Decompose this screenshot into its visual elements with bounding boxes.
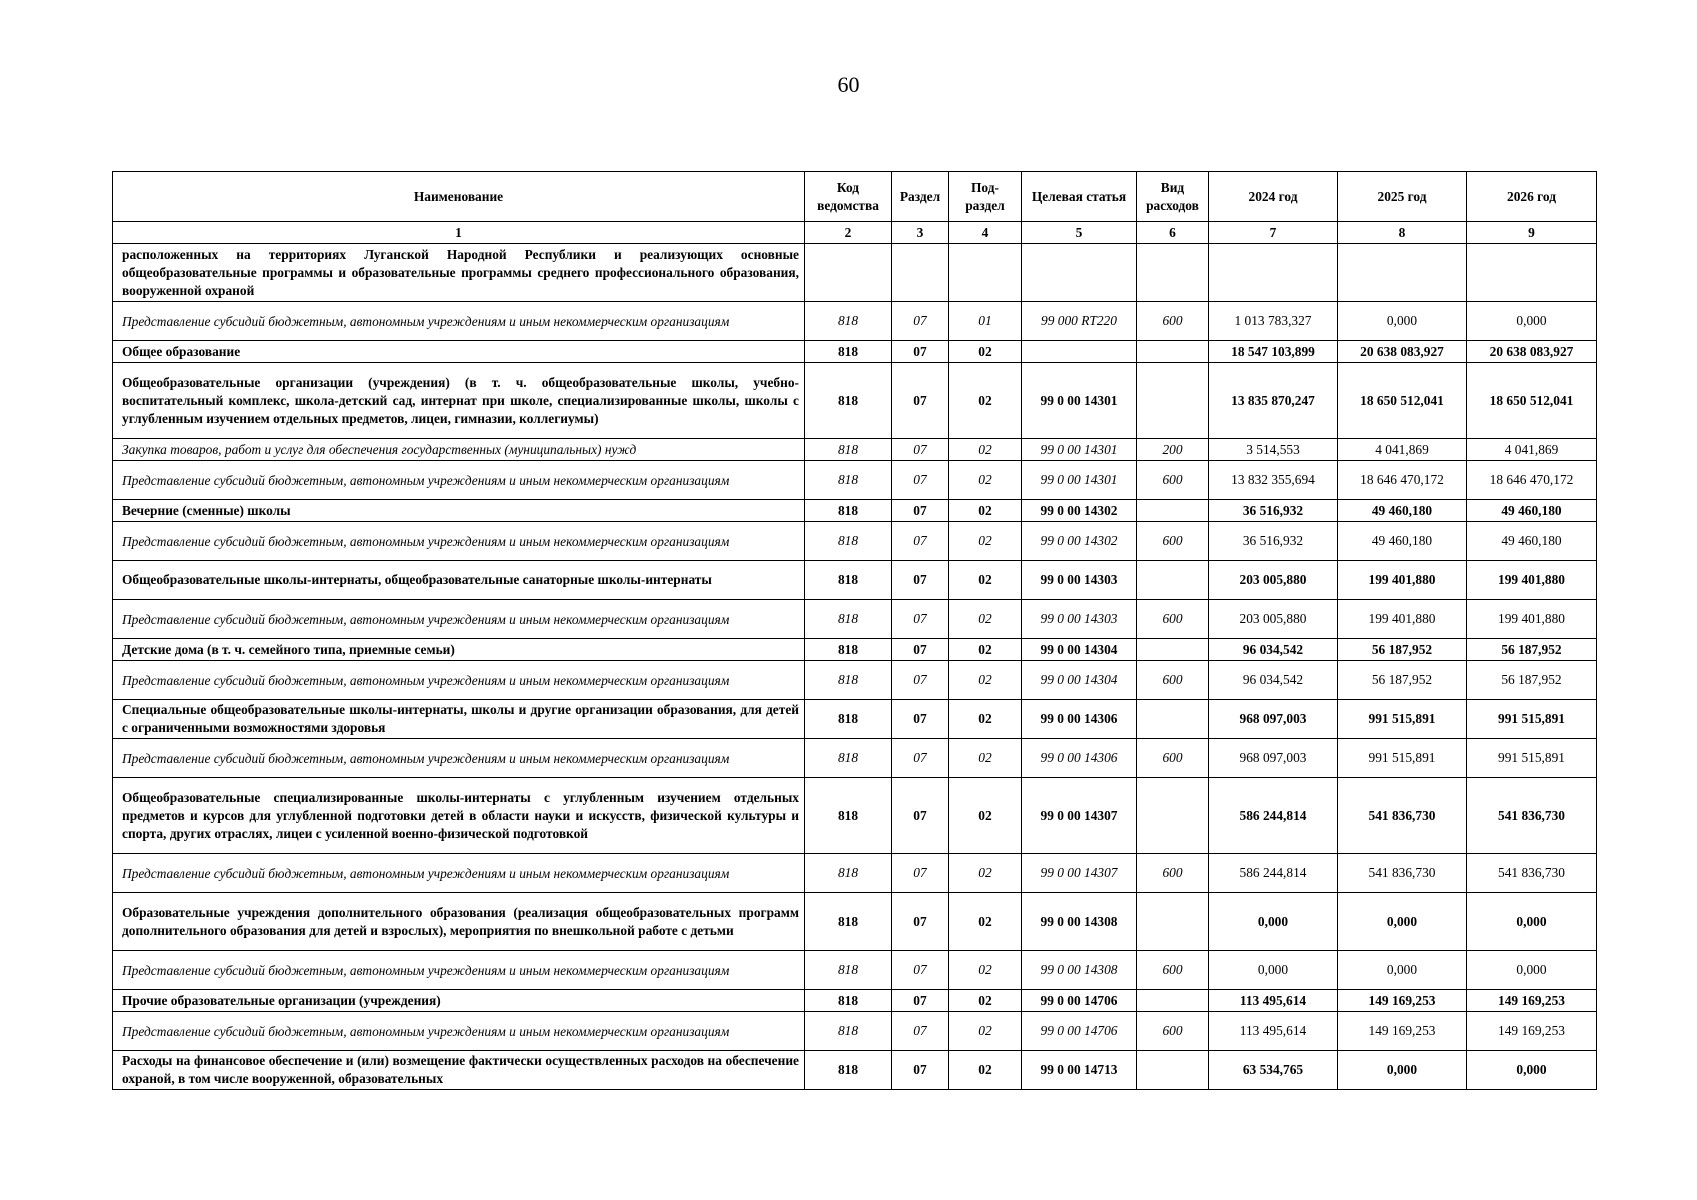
- cell-y2026: 49 460,180: [1467, 522, 1597, 561]
- col-header-dept: Код ведомства: [805, 172, 892, 222]
- cell-kind: [1137, 778, 1209, 854]
- cell-y2025: 541 836,730: [1338, 778, 1467, 854]
- cell-y2026: 991 515,891: [1467, 739, 1597, 778]
- table-row: [113, 639, 1597, 661]
- cell-y2024: 13 835 870,247: [1209, 363, 1338, 439]
- cell-dept: 818: [805, 600, 892, 639]
- cell-kind: 600: [1137, 522, 1209, 561]
- cell-kind: 600: [1137, 461, 1209, 500]
- col-header-2026: 2026 год: [1467, 172, 1597, 222]
- cell-subsection: 02: [949, 461, 1022, 500]
- cell-target: 99 0 00 14306: [1022, 700, 1137, 739]
- cell-subsection: 02: [949, 522, 1022, 561]
- cell-section: 07: [892, 561, 949, 600]
- table-row: [113, 363, 1597, 439]
- cell-section: 07: [892, 893, 949, 951]
- cell-kind: 600: [1137, 739, 1209, 778]
- cell-dept: 818: [805, 854, 892, 893]
- cell-kind: [1137, 1051, 1209, 1090]
- cell-y2024: 0,000: [1209, 951, 1338, 990]
- cell-y2025: [1338, 244, 1467, 302]
- cell-section: 07: [892, 500, 949, 522]
- cell-section: 07: [892, 1051, 949, 1090]
- cell-subsection: 02: [949, 1051, 1022, 1090]
- cell-kind: [1137, 639, 1209, 661]
- cell-kind: [1137, 893, 1209, 951]
- cell-target: 99 0 00 14303: [1022, 561, 1137, 600]
- cell-y2026: 0,000: [1467, 951, 1597, 990]
- cell-y2024: 113 495,614: [1209, 1012, 1338, 1051]
- cell-dept: 818: [805, 639, 892, 661]
- cell-y2026: 0,000: [1467, 1051, 1597, 1090]
- cell-dept: 818: [805, 302, 892, 341]
- page-number: 60: [837, 72, 860, 97]
- cell-name: Общеобразовательные школы-интернаты, общеобразовательные санаторные школы-интернаты: [113, 561, 805, 600]
- cell-dept: 818: [805, 561, 892, 600]
- cell-target: [1022, 341, 1137, 363]
- cell-kind: 600: [1137, 302, 1209, 341]
- cell-y2024: 63 534,765: [1209, 1051, 1338, 1090]
- cell-subsection: 02: [949, 363, 1022, 439]
- cell-name: Представление субсидий бюджетным, автономным учреждениям и иным некоммерческим организациям: [113, 302, 805, 341]
- cell-name: Представление субсидий бюджетным, автономным учреждениям и иным некоммерческим организациям: [113, 1012, 805, 1051]
- column-number-row: [113, 222, 1597, 244]
- cell-section: 07: [892, 990, 949, 1012]
- cell-y2026: 149 169,253: [1467, 990, 1597, 1012]
- cell-y2026: 18 650 512,041: [1467, 363, 1597, 439]
- col-header-subsection: Под-раздел: [949, 172, 1022, 222]
- table-row: [113, 1012, 1597, 1051]
- cell-kind: [1137, 363, 1209, 439]
- cell-name: Общеобразовательные специализированные школы-интернаты с углубленным изучением отдельных предметов и курсов для углубленной подготовки детей в области науки и искусств, физической культуры и спорта, других отраслях, лицеи с усиленной военно-физической подготовкой: [113, 778, 805, 854]
- table-row: [113, 522, 1597, 561]
- cell-y2026: 541 836,730: [1467, 854, 1597, 893]
- table-row: [113, 244, 1597, 302]
- table-row: [113, 439, 1597, 461]
- cell-target: 99 0 00 14307: [1022, 778, 1137, 854]
- cell-dept: 818: [805, 739, 892, 778]
- cell-section: 07: [892, 661, 949, 700]
- cell-dept: [805, 244, 892, 302]
- cell-target: 99 0 00 14301: [1022, 363, 1137, 439]
- cell-kind: [1137, 500, 1209, 522]
- cell-kind: [1137, 244, 1209, 302]
- column-number: 6: [1137, 222, 1209, 244]
- cell-section: 07: [892, 600, 949, 639]
- cell-section: 07: [892, 1012, 949, 1051]
- cell-y2025: 4 041,869: [1338, 439, 1467, 461]
- cell-target: 99 0 00 14301: [1022, 461, 1137, 500]
- cell-y2024: 586 244,814: [1209, 854, 1338, 893]
- cell-name: Образовательные учреждения дополнительного образования (реализация общеобразовательных программ дополнительного образования для детей и взрослых), мероприятия по внешкольной работе с детьми: [113, 893, 805, 951]
- cell-name: Представление субсидий бюджетным, автономным учреждениям и иным некоммерческим организациям: [113, 739, 805, 778]
- cell-y2026: 0,000: [1467, 302, 1597, 341]
- cell-dept: 818: [805, 363, 892, 439]
- cell-dept: 818: [805, 500, 892, 522]
- cell-name: Представление субсидий бюджетным, автономным учреждениям и иным некоммерческим организациям: [113, 951, 805, 990]
- cell-y2024: 586 244,814: [1209, 778, 1338, 854]
- cell-y2025: 0,000: [1338, 1051, 1467, 1090]
- column-number: 7: [1209, 222, 1338, 244]
- table-row: [113, 951, 1597, 990]
- cell-section: 07: [892, 951, 949, 990]
- cell-name: расположенных на территориях Луганской Народной Республики и реализующих основные общеобразовательные программы и образовательные программы среднего профессионального образования, вооруженной охраной: [113, 244, 805, 302]
- table-row: [113, 700, 1597, 739]
- cell-dept: 818: [805, 700, 892, 739]
- cell-y2026: 49 460,180: [1467, 500, 1597, 522]
- cell-name: Представление субсидий бюджетным, автономным учреждениям и иным некоммерческим организациям: [113, 854, 805, 893]
- table-row: [113, 302, 1597, 341]
- table-row: [113, 661, 1597, 700]
- cell-y2024: 13 832 355,694: [1209, 461, 1338, 500]
- cell-section: 07: [892, 461, 949, 500]
- cell-section: 07: [892, 778, 949, 854]
- cell-y2025: 0,000: [1338, 302, 1467, 341]
- cell-subsection: 02: [949, 778, 1022, 854]
- cell-y2025: 541 836,730: [1338, 854, 1467, 893]
- cell-subsection: 02: [949, 500, 1022, 522]
- cell-target: 99 0 00 14301: [1022, 439, 1137, 461]
- cell-dept: 818: [805, 951, 892, 990]
- cell-subsection: 01: [949, 302, 1022, 341]
- cell-target: 99 0 00 14304: [1022, 639, 1137, 661]
- cell-section: 07: [892, 639, 949, 661]
- cell-target: 99 0 00 14302: [1022, 522, 1137, 561]
- cell-target: 99 0 00 14307: [1022, 854, 1137, 893]
- cell-kind: [1137, 990, 1209, 1012]
- cell-name: Представление субсидий бюджетным, автономным учреждениям и иным некоммерческим организациям: [113, 522, 805, 561]
- cell-y2025: 991 515,891: [1338, 739, 1467, 778]
- cell-y2024: 3 514,553: [1209, 439, 1338, 461]
- table-row: [113, 854, 1597, 893]
- cell-y2026: 199 401,880: [1467, 561, 1597, 600]
- header-row: [113, 172, 1597, 222]
- cell-name: Специальные общеобразовательные школы-интернаты, школы и другие организации образования, для детей с ограниченными возможностями здоровья: [113, 700, 805, 739]
- cell-subsection: 02: [949, 893, 1022, 951]
- cell-y2026: 199 401,880: [1467, 600, 1597, 639]
- cell-y2025: 20 638 083,927: [1338, 341, 1467, 363]
- cell-y2025: 49 460,180: [1338, 522, 1467, 561]
- cell-y2024: 0,000: [1209, 893, 1338, 951]
- cell-y2026: 541 836,730: [1467, 778, 1597, 854]
- cell-target: 99 0 00 14302: [1022, 500, 1137, 522]
- cell-y2024: 1 013 783,327: [1209, 302, 1338, 341]
- cell-y2024: 36 516,932: [1209, 500, 1338, 522]
- table-row: [113, 778, 1597, 854]
- cell-y2026: 56 187,952: [1467, 639, 1597, 661]
- cell-kind: [1137, 700, 1209, 739]
- cell-y2026: [1467, 244, 1597, 302]
- cell-y2025: 0,000: [1338, 951, 1467, 990]
- cell-kind: 600: [1137, 1012, 1209, 1051]
- cell-subsection: 02: [949, 700, 1022, 739]
- col-header-2024: 2024 год: [1209, 172, 1338, 222]
- cell-kind: 600: [1137, 854, 1209, 893]
- cell-dept: 818: [805, 778, 892, 854]
- cell-y2025: 149 169,253: [1338, 990, 1467, 1012]
- cell-y2025: 149 169,253: [1338, 1012, 1467, 1051]
- cell-y2024: 968 097,003: [1209, 700, 1338, 739]
- cell-dept: 818: [805, 439, 892, 461]
- cell-section: 07: [892, 739, 949, 778]
- cell-y2026: 4 041,869: [1467, 439, 1597, 461]
- cell-target: 99 0 00 14308: [1022, 951, 1137, 990]
- cell-subsection: 02: [949, 854, 1022, 893]
- cell-y2025: 18 650 512,041: [1338, 363, 1467, 439]
- cell-y2026: 0,000: [1467, 893, 1597, 951]
- table-row: [113, 500, 1597, 522]
- column-number: 5: [1022, 222, 1137, 244]
- cell-name: Общее образование: [113, 341, 805, 363]
- cell-y2026: 991 515,891: [1467, 700, 1597, 739]
- cell-y2025: 199 401,880: [1338, 600, 1467, 639]
- cell-subsection: 02: [949, 951, 1022, 990]
- cell-y2024: [1209, 244, 1338, 302]
- cell-section: 07: [892, 341, 949, 363]
- cell-y2025: 0,000: [1338, 893, 1467, 951]
- cell-y2026: 18 646 470,172: [1467, 461, 1597, 500]
- cell-subsection: [949, 244, 1022, 302]
- table-row: [113, 561, 1597, 600]
- cell-y2024: 113 495,614: [1209, 990, 1338, 1012]
- cell-name: Вечерние (сменные) школы: [113, 500, 805, 522]
- table-row: [113, 739, 1597, 778]
- cell-kind: 600: [1137, 951, 1209, 990]
- cell-y2025: 199 401,880: [1338, 561, 1467, 600]
- cell-dept: 818: [805, 461, 892, 500]
- cell-target: 99 0 00 14306: [1022, 739, 1137, 778]
- cell-section: 07: [892, 302, 949, 341]
- cell-section: 07: [892, 439, 949, 461]
- cell-name: Расходы на финансовое обеспечение и (или) возмещение фактически осуществленных расходов на обеспечение охраной, в том числе вооруженной, образовательных: [113, 1051, 805, 1090]
- cell-subsection: 02: [949, 600, 1022, 639]
- cell-kind: 200: [1137, 439, 1209, 461]
- cell-kind: [1137, 341, 1209, 363]
- cell-dept: 818: [805, 522, 892, 561]
- cell-name: Представление субсидий бюджетным, автономным учреждениям и иным некоммерческим организациям: [113, 600, 805, 639]
- cell-name: Прочие образовательные организации (учреждения): [113, 990, 805, 1012]
- cell-y2024: 18 547 103,899: [1209, 341, 1338, 363]
- column-number: 1: [113, 222, 805, 244]
- cell-subsection: 02: [949, 1012, 1022, 1051]
- cell-subsection: 02: [949, 439, 1022, 461]
- cell-kind: 600: [1137, 600, 1209, 639]
- table-row: [113, 600, 1597, 639]
- cell-target: 99 0 00 14304: [1022, 661, 1137, 700]
- cell-dept: 818: [805, 1012, 892, 1051]
- cell-section: 07: [892, 700, 949, 739]
- cell-name: Представление субсидий бюджетным, автономным учреждениям и иным некоммерческим организациям: [113, 661, 805, 700]
- cell-subsection: 02: [949, 661, 1022, 700]
- cell-subsection: 02: [949, 639, 1022, 661]
- cell-y2025: 56 187,952: [1338, 661, 1467, 700]
- cell-target: 99 0 00 14303: [1022, 600, 1137, 639]
- cell-subsection: 02: [949, 341, 1022, 363]
- cell-section: 07: [892, 854, 949, 893]
- col-header-name: Наименование: [113, 172, 805, 222]
- cell-dept: 818: [805, 341, 892, 363]
- cell-dept: 818: [805, 990, 892, 1012]
- col-header-kind: Вид расходов: [1137, 172, 1209, 222]
- cell-y2025: 49 460,180: [1338, 500, 1467, 522]
- cell-kind: 600: [1137, 661, 1209, 700]
- cell-target: 99 0 00 14706: [1022, 1012, 1137, 1051]
- budget-table: [112, 171, 1597, 1090]
- cell-y2024: 96 034,542: [1209, 639, 1338, 661]
- table-row: [113, 1051, 1597, 1090]
- cell-dept: 818: [805, 1051, 892, 1090]
- cell-section: 07: [892, 522, 949, 561]
- cell-y2025: 56 187,952: [1338, 639, 1467, 661]
- cell-target: 99 000 RT220: [1022, 302, 1137, 341]
- cell-y2025: 991 515,891: [1338, 700, 1467, 739]
- table-row: [113, 893, 1597, 951]
- cell-name: Представление субсидий бюджетным, автономным учреждениям и иным некоммерческим организациям: [113, 461, 805, 500]
- column-number: 8: [1338, 222, 1467, 244]
- cell-y2026: 20 638 083,927: [1467, 341, 1597, 363]
- cell-y2026: 56 187,952: [1467, 661, 1597, 700]
- cell-section: [892, 244, 949, 302]
- table-row: [113, 990, 1597, 1012]
- cell-subsection: 02: [949, 739, 1022, 778]
- column-number: 3: [892, 222, 949, 244]
- cell-subsection: 02: [949, 561, 1022, 600]
- cell-section: 07: [892, 363, 949, 439]
- cell-name: Детские дома (в т. ч. семейного типа, приемные семьи): [113, 639, 805, 661]
- cell-name: Закупка товаров, работ и услуг для обеспечения государственных (муниципальных) нужд: [113, 439, 805, 461]
- cell-target: 99 0 00 14308: [1022, 893, 1137, 951]
- cell-y2025: 18 646 470,172: [1338, 461, 1467, 500]
- column-number: 2: [805, 222, 892, 244]
- table-row: [113, 461, 1597, 500]
- cell-y2024: 203 005,880: [1209, 600, 1338, 639]
- cell-kind: [1137, 561, 1209, 600]
- cell-y2024: 36 516,932: [1209, 522, 1338, 561]
- cell-target: 99 0 00 14706: [1022, 990, 1137, 1012]
- col-header-target: Целевая статья: [1022, 172, 1137, 222]
- table-row: [113, 341, 1597, 363]
- column-number: 4: [949, 222, 1022, 244]
- cell-name: Общеобразовательные организации (учреждения) (в т. ч. общеобразовательные школы, учебно-воспитательный комплекс, школа-детский сад, интернат при школе, специализированные школы, школы с углубленным изучением отдельных предметов, лицеи, гимназии, коллегиумы): [113, 363, 805, 439]
- col-header-section: Раздел: [892, 172, 949, 222]
- cell-y2024: 96 034,542: [1209, 661, 1338, 700]
- cell-subsection: 02: [949, 990, 1022, 1012]
- cell-target: [1022, 244, 1137, 302]
- cell-dept: 818: [805, 661, 892, 700]
- cell-dept: 818: [805, 893, 892, 951]
- cell-y2026: 149 169,253: [1467, 1012, 1597, 1051]
- column-number: 9: [1467, 222, 1597, 244]
- col-header-2025: 2025 год: [1338, 172, 1467, 222]
- cell-y2024: 203 005,880: [1209, 561, 1338, 600]
- cell-y2024: 968 097,003: [1209, 739, 1338, 778]
- cell-target: 99 0 00 14713: [1022, 1051, 1137, 1090]
